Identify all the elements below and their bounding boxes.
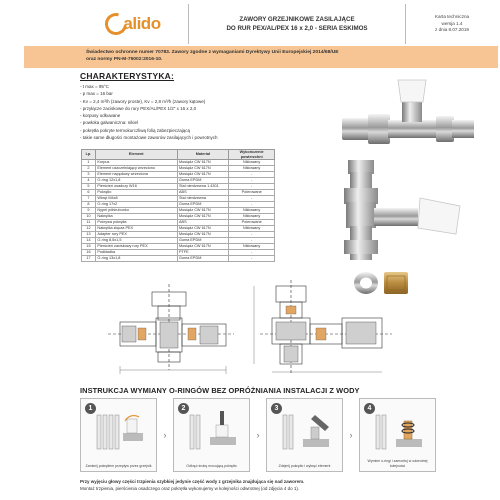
instruction-step-2	[173, 398, 250, 472]
cell-material: Mosiądz CW 617N	[177, 166, 229, 172]
cell-material: Stal nierdzewna 1.4301	[177, 184, 229, 190]
cell-lp: 2	[82, 166, 96, 172]
cell-element: Pierścień osadczy W16	[95, 184, 177, 190]
o-ring-icon	[374, 411, 426, 453]
cell-finish: Polerowane	[229, 190, 275, 196]
cell-lp: 3	[82, 172, 96, 178]
cell-lp: 13	[82, 232, 96, 238]
cell-material: Mosiądz CW 617N	[177, 172, 229, 178]
characteristic-item: - korpusy odkuwane	[80, 113, 121, 119]
cell-material: ABS	[177, 220, 229, 226]
cell-finish: -	[229, 184, 275, 190]
cell-finish: -	[229, 196, 275, 202]
band-line-2: oraz normy PN-M-75002:2016-10.	[86, 57, 163, 62]
column-header-element: Element	[95, 150, 177, 160]
characteristic-item: - takie same długości montażowe zaworów zasilających i powrotnych	[80, 135, 218, 141]
table-row	[82, 256, 275, 262]
cell-finish: -	[229, 172, 275, 178]
cell-finish: -	[229, 256, 275, 262]
cell-element: Pierścień zaciskowy rury PEX	[95, 244, 177, 250]
characteristics-list	[80, 83, 330, 141]
step-caption: Odkręć śrubę mocującą pokrętło	[186, 463, 237, 468]
cell-element: O-ring 13x1,8	[95, 256, 177, 262]
title-line-2: DO RUR PEX/AL/PEX 16 x 2,0 - SERIA ESKIMOS	[226, 25, 368, 32]
cell-element: Pokrywa pokrętła	[95, 220, 177, 226]
alido-logo	[105, 13, 160, 35]
arrow-right-icon: ›	[256, 430, 260, 440]
column-header-finish: Wykończenie powierzchni	[229, 150, 275, 160]
cell-lp: 14	[82, 238, 96, 244]
characteristic-item: - p max = 16 bar	[80, 91, 113, 97]
cell-element: O-ring 12x1,8	[95, 178, 177, 184]
instruction-step-4	[359, 398, 436, 472]
cell-finish: Niklowany	[229, 208, 275, 214]
cell-lp: 9	[82, 208, 96, 214]
cell-material: Guma EPDM	[177, 178, 229, 184]
step-number: 2	[178, 403, 189, 414]
cell-lp: 8	[82, 202, 96, 208]
characteristic-item: - przyłącze zaciskowe do rury PEX/AL/PEX 1/2" x 16 x 2,0	[80, 105, 197, 111]
cell-element: O-ring 8,5x1,5	[95, 238, 177, 244]
column-header-material: Materiał	[177, 150, 229, 160]
logo-text: alido	[123, 14, 161, 33]
screwdriver-icon	[188, 411, 240, 453]
cell-finish: -	[229, 250, 275, 256]
cell-element: Nypel półśrubunku	[95, 208, 177, 214]
cell-finish: Niklowany	[229, 244, 275, 250]
cell-material: Mosiądz CW 617N	[177, 214, 229, 220]
cell-lp: 11	[82, 220, 96, 226]
karta-line-1: Karta techniczna	[434, 14, 470, 20]
cell-lp: 6	[82, 190, 96, 196]
logo-area	[78, 4, 188, 44]
characteristics-heading: CHARAKTERYSTYKA:	[80, 71, 175, 81]
cell-finish: -	[229, 202, 275, 208]
cell-material: Mosiądz CW 617N	[177, 232, 229, 238]
step-caption: Zamknij pokrętłem przepływ przez grzejnik	[85, 463, 152, 468]
table-header-row	[82, 150, 275, 160]
step-caption: Wymień o-ringi i zamontuj w odwrotnej kolejności	[367, 459, 428, 468]
wrench-icon	[281, 411, 333, 453]
step-caption: Zdejmij pokrętło i wykręć element	[278, 463, 331, 468]
arrow-right-icon: ›	[163, 430, 167, 440]
instruction-step-1	[80, 398, 157, 472]
cell-element: Adapter rury PEX	[95, 232, 177, 238]
cell-material: Stal nierdzewna	[177, 196, 229, 202]
footer-line-1: Przy wyjęciu głowy części trzpienia szybkiej jedynie część wody z grzejnika znajdująca się nad zaworem.	[80, 479, 305, 484]
cell-finish: Niklowany	[229, 160, 275, 166]
parts-table	[81, 149, 275, 262]
cell-material: Mosiądz CW 617N	[177, 208, 229, 214]
cell-material: PTFE	[177, 250, 229, 256]
parts-table-body	[82, 160, 275, 262]
cell-element: O-ring 17x2	[95, 202, 177, 208]
cell-lp: 4	[82, 178, 96, 184]
certificate-band	[24, 46, 498, 68]
cell-material: Guma EPDM	[177, 238, 229, 244]
arrow-right-icon: ›	[349, 430, 353, 440]
cell-finish: -	[229, 232, 275, 238]
cell-material: Guma EPDM	[177, 256, 229, 262]
characteristic-item: - Kv = 2,4 m³/h (zawory proste), Kv = 2,8 m³/h (zawory kątowe)	[80, 98, 206, 104]
cell-element: Korpus	[95, 160, 177, 166]
characteristic-item: - powłoka galwaniczna: nikiel	[80, 120, 139, 126]
cell-lp: 10	[82, 214, 96, 220]
document-header	[78, 4, 498, 44]
cell-element: Nakrętka złącza PEX	[95, 226, 177, 232]
cell-lp: 7	[82, 196, 96, 202]
step-number: 3	[271, 403, 282, 414]
cell-finish: Niklowany	[229, 166, 275, 172]
cell-finish: Polerowane	[229, 220, 275, 226]
cell-finish: -	[229, 178, 275, 184]
cell-lp: 17	[82, 256, 96, 262]
cell-material: Mosiądz CW 617N	[177, 160, 229, 166]
cell-element: Element napędowy wrzeciona	[95, 172, 177, 178]
instruction-heading: INSTRUKCJA WYMIANY O-RINGÓW BEZ OPRÓŻNIANIA INSTALACJI Z WODY	[80, 386, 360, 395]
characteristic-item: - pokrętła pokryte termokurczliwą folią zabezpieczającą	[80, 127, 191, 133]
document-title	[188, 4, 406, 44]
footer-notes	[80, 479, 498, 492]
karta-line-3: z dnia 8.07.2019	[435, 27, 469, 33]
angle-valve-photo	[330, 156, 498, 268]
instruction-step-3	[266, 398, 343, 472]
cell-lp: 12	[82, 226, 96, 232]
radiator-valve-icon	[95, 411, 147, 453]
document-version	[406, 4, 498, 44]
footer-line-2: Montaż trzpienia, pierścienia osadczego oraz pokrętła wykonujemy w kolejności odwrotnej (od zdjęcia 4 do 1).	[80, 485, 300, 491]
cell-material: Guma EPDM	[177, 202, 229, 208]
cell-element: Podkładka	[95, 250, 177, 256]
straight-valve-photo	[328, 76, 498, 154]
cell-finish: Niklowany	[229, 214, 275, 220]
column-header-lp: Lp.	[82, 150, 96, 160]
title-line-1: ZAWORY GRZEJNIKOWE ZASILAJĄCE	[239, 16, 355, 23]
cell-lp: 15	[82, 244, 96, 250]
instruction-steps	[80, 398, 498, 472]
cell-element: Element uszczelniający wrzeciono	[95, 166, 177, 172]
cell-lp: 5	[82, 184, 96, 190]
cell-element: Pokrętło	[95, 190, 177, 196]
band-line-1: Świadectwo ochronne numer 70783. Zawory zgodne z wymaganiami Dyrektywy Unii Europejskiej 2014/68/UE	[86, 50, 339, 56]
step-number: 4	[364, 403, 375, 414]
characteristic-item: - t max = 95°C	[80, 84, 109, 89]
cell-material: Mosiądz CW 617N	[177, 244, 229, 250]
step-number: 1	[85, 403, 96, 414]
cell-lp: 1	[82, 160, 96, 166]
cell-element: Nakrętka	[95, 214, 177, 220]
cell-material: ABS	[177, 190, 229, 196]
cell-finish: -	[229, 238, 275, 244]
cell-finish: Niklowany	[229, 226, 275, 232]
angle-valve-drawing	[246, 278, 396, 378]
karta-line-2: wersja 1.4	[441, 20, 463, 26]
straight-valve-drawing	[100, 278, 240, 378]
cell-material: Mosiądz CW 617N	[177, 226, 229, 232]
cell-lp: 16	[82, 250, 96, 256]
cell-element: Wkręt M4x8	[95, 196, 177, 202]
